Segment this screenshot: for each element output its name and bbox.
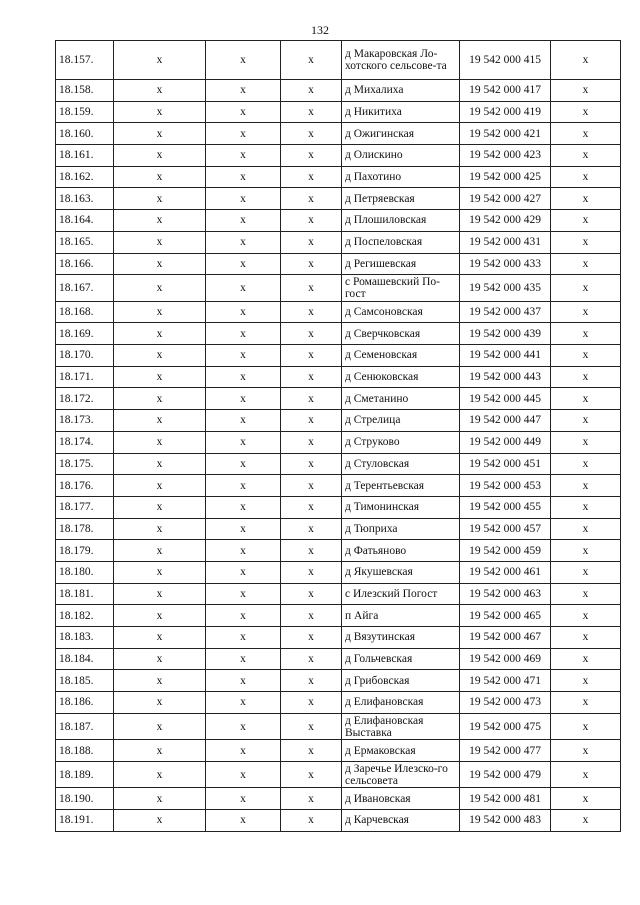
table-row (56, 301, 621, 323)
okato-code-cell: 19 542 000 435 (460, 275, 551, 302)
x-mark-cell: x (551, 210, 621, 232)
x-mark-cell: x (281, 123, 342, 145)
x-mark-cell: x (281, 761, 342, 788)
x-mark-cell: x (551, 166, 621, 188)
settlement-name-cell: д Тимонинская (342, 496, 460, 518)
x-mark-cell: x (114, 301, 206, 323)
settlement-name-cell: д Вязутинская (342, 627, 460, 649)
okato-code-cell: 19 542 000 449 (460, 431, 551, 453)
settlement-name-cell: д Сенюковская (342, 366, 460, 388)
settlement-name-cell: д Самсоновская (342, 301, 460, 323)
x-mark-cell: x (114, 627, 206, 649)
settlement-name-cell: д Регишевская (342, 253, 460, 275)
x-mark-cell: x (551, 627, 621, 649)
settlement-name-cell: д Карчевская (342, 810, 460, 832)
x-mark-cell: x (114, 323, 206, 345)
x-mark-cell: x (551, 253, 621, 275)
x-mark-cell: x (114, 788, 206, 810)
table-row (56, 275, 621, 302)
x-mark-cell: x (281, 561, 342, 583)
row-number-cell: 18.177. (56, 496, 114, 518)
x-mark-cell: x (551, 453, 621, 475)
x-mark-cell: x (281, 145, 342, 167)
x-mark-cell: x (551, 366, 621, 388)
table-row (56, 431, 621, 453)
row-number-cell: 18.164. (56, 210, 114, 232)
row-number-cell: 18.178. (56, 518, 114, 540)
x-mark-cell: x (551, 101, 621, 123)
x-mark-cell: x (551, 80, 621, 102)
x-mark-cell: x (114, 210, 206, 232)
x-mark-cell: x (206, 810, 281, 832)
x-mark-cell: x (281, 231, 342, 253)
okato-code-cell: 19 542 000 463 (460, 583, 551, 605)
okato-code-cell: 19 542 000 423 (460, 145, 551, 167)
x-mark-cell: x (114, 431, 206, 453)
x-mark-cell: x (551, 605, 621, 627)
settlement-name-cell: д Струково (342, 431, 460, 453)
x-mark-cell: x (551, 345, 621, 367)
x-mark-cell: x (114, 410, 206, 432)
row-number-cell: 18.172. (56, 388, 114, 410)
x-mark-cell: x (281, 810, 342, 832)
okato-code-cell: 19 542 000 483 (460, 810, 551, 832)
x-mark-cell: x (206, 670, 281, 692)
x-mark-cell: x (281, 323, 342, 345)
okato-code-cell: 19 542 000 451 (460, 453, 551, 475)
settlements-table (55, 40, 621, 832)
x-mark-cell: x (206, 388, 281, 410)
x-mark-cell: x (551, 410, 621, 432)
row-number-cell: 18.179. (56, 540, 114, 562)
x-mark-cell: x (551, 561, 621, 583)
x-mark-cell: x (281, 496, 342, 518)
x-mark-cell: x (206, 41, 281, 80)
x-mark-cell: x (114, 101, 206, 123)
table-row (56, 540, 621, 562)
okato-code-cell: 19 542 000 479 (460, 761, 551, 788)
x-mark-cell: x (114, 166, 206, 188)
x-mark-cell: x (551, 388, 621, 410)
row-number-cell: 18.191. (56, 810, 114, 832)
x-mark-cell: x (281, 388, 342, 410)
row-number-cell: 18.189. (56, 761, 114, 788)
okato-code-cell: 19 542 000 431 (460, 231, 551, 253)
settlement-name-cell: д Ермаковская (342, 740, 460, 762)
x-mark-cell: x (551, 41, 621, 80)
table-row (56, 210, 621, 232)
x-mark-cell: x (206, 345, 281, 367)
row-number-cell: 18.160. (56, 123, 114, 145)
row-number-cell: 18.183. (56, 627, 114, 649)
x-mark-cell: x (206, 275, 281, 302)
settlement-name-cell: д Елифановская (342, 692, 460, 714)
x-mark-cell: x (206, 80, 281, 102)
settlement-name-cell: д Ивановская (342, 788, 460, 810)
okato-code-cell: 19 542 000 445 (460, 388, 551, 410)
x-mark-cell: x (114, 231, 206, 253)
settlement-name-cell: п Айга (342, 605, 460, 627)
table-row (56, 101, 621, 123)
x-mark-cell: x (206, 123, 281, 145)
x-mark-cell: x (281, 627, 342, 649)
row-number-cell: 18.170. (56, 345, 114, 367)
x-mark-cell: x (281, 275, 342, 302)
x-mark-cell: x (114, 145, 206, 167)
x-mark-cell: x (206, 788, 281, 810)
settlement-name-cell: д Сверчковская (342, 323, 460, 345)
x-mark-cell: x (551, 740, 621, 762)
row-number-cell: 18.190. (56, 788, 114, 810)
table-row (56, 366, 621, 388)
row-number-cell: 18.173. (56, 410, 114, 432)
settlement-name-cell: д Олискино (342, 145, 460, 167)
x-mark-cell: x (114, 810, 206, 832)
okato-code-cell: 19 542 000 475 (460, 713, 551, 740)
settlement-name-cell: с Ромашевский По-гост (342, 275, 460, 302)
x-mark-cell: x (551, 231, 621, 253)
x-mark-cell: x (114, 583, 206, 605)
x-mark-cell: x (281, 80, 342, 102)
okato-code-cell: 19 542 000 427 (460, 188, 551, 210)
x-mark-cell: x (206, 761, 281, 788)
table-row (56, 605, 621, 627)
x-mark-cell: x (206, 740, 281, 762)
x-mark-cell: x (206, 648, 281, 670)
settlement-name-cell: д Плошиловская (342, 210, 460, 232)
x-mark-cell: x (206, 166, 281, 188)
table-row (56, 810, 621, 832)
okato-code-cell: 19 542 000 419 (460, 101, 551, 123)
row-number-cell: 18.165. (56, 231, 114, 253)
okato-code-cell: 19 542 000 461 (460, 561, 551, 583)
row-number-cell: 18.181. (56, 583, 114, 605)
row-number-cell: 18.185. (56, 670, 114, 692)
x-mark-cell: x (114, 740, 206, 762)
x-mark-cell: x (206, 627, 281, 649)
x-mark-cell: x (114, 345, 206, 367)
x-mark-cell: x (281, 431, 342, 453)
table-row (56, 475, 621, 497)
table-row (56, 453, 621, 475)
table-row (56, 740, 621, 762)
x-mark-cell: x (206, 323, 281, 345)
okato-code-cell: 19 542 000 473 (460, 692, 551, 714)
x-mark-cell: x (281, 345, 342, 367)
settlement-name-cell: с Илезский Погост (342, 583, 460, 605)
x-mark-cell: x (206, 231, 281, 253)
x-mark-cell: x (281, 366, 342, 388)
row-number-cell: 18.175. (56, 453, 114, 475)
okato-code-cell: 19 542 000 429 (460, 210, 551, 232)
row-number-cell: 18.166. (56, 253, 114, 275)
okato-code-cell: 19 542 000 425 (460, 166, 551, 188)
settlement-name-cell: д Стуловская (342, 453, 460, 475)
settlement-name-cell: д Терентьевская (342, 475, 460, 497)
table-row (56, 788, 621, 810)
okato-code-cell: 19 542 000 465 (460, 605, 551, 627)
okato-code-cell: 19 542 000 455 (460, 496, 551, 518)
x-mark-cell: x (551, 475, 621, 497)
x-mark-cell: x (206, 431, 281, 453)
table-row (56, 188, 621, 210)
x-mark-cell: x (206, 475, 281, 497)
settlement-name-cell: д Заречье Илезско-го сельсовета (342, 761, 460, 788)
x-mark-cell: x (281, 518, 342, 540)
row-number-cell: 18.171. (56, 366, 114, 388)
row-number-cell: 18.169. (56, 323, 114, 345)
okato-code-cell: 19 542 000 459 (460, 540, 551, 562)
settlement-name-cell: д Никитиха (342, 101, 460, 123)
x-mark-cell: x (114, 713, 206, 740)
settlement-name-cell: д Макаровская Ло-хотского сельсове-та (342, 41, 460, 80)
x-mark-cell: x (206, 145, 281, 167)
settlement-name-cell: д Сметанино (342, 388, 460, 410)
table-row (56, 345, 621, 367)
settlement-name-cell: д Гольчевская (342, 648, 460, 670)
x-mark-cell: x (281, 583, 342, 605)
table-row (56, 253, 621, 275)
table-row (56, 323, 621, 345)
x-mark-cell: x (281, 788, 342, 810)
okato-code-cell: 19 542 000 467 (460, 627, 551, 649)
okato-code-cell: 19 542 000 417 (460, 80, 551, 102)
x-mark-cell: x (551, 692, 621, 714)
x-mark-cell: x (114, 692, 206, 714)
table-body (56, 41, 621, 832)
x-mark-cell: x (281, 101, 342, 123)
row-number-cell: 18.186. (56, 692, 114, 714)
table-row (56, 561, 621, 583)
x-mark-cell: x (551, 123, 621, 145)
x-mark-cell: x (206, 210, 281, 232)
x-mark-cell: x (551, 583, 621, 605)
okato-code-cell: 19 542 000 471 (460, 670, 551, 692)
settlement-name-cell: д Фатьяново (342, 540, 460, 562)
x-mark-cell: x (114, 496, 206, 518)
x-mark-cell: x (206, 410, 281, 432)
row-number-cell: 18.162. (56, 166, 114, 188)
x-mark-cell: x (206, 301, 281, 323)
table-row (56, 80, 621, 102)
table-row (56, 145, 621, 167)
x-mark-cell: x (114, 275, 206, 302)
table-row (56, 388, 621, 410)
x-mark-cell: x (114, 761, 206, 788)
row-number-cell: 18.174. (56, 431, 114, 453)
row-number-cell: 18.157. (56, 41, 114, 80)
row-number-cell: 18.163. (56, 188, 114, 210)
x-mark-cell: x (281, 740, 342, 762)
table-row (56, 713, 621, 740)
okato-code-cell: 19 542 000 441 (460, 345, 551, 367)
table-row (56, 166, 621, 188)
x-mark-cell: x (551, 788, 621, 810)
row-number-cell: 18.187. (56, 713, 114, 740)
x-mark-cell: x (551, 496, 621, 518)
row-number-cell: 18.159. (56, 101, 114, 123)
row-number-cell: 18.182. (56, 605, 114, 627)
x-mark-cell: x (114, 188, 206, 210)
x-mark-cell: x (281, 41, 342, 80)
settlement-name-cell: д Якушевская (342, 561, 460, 583)
x-mark-cell: x (551, 540, 621, 562)
row-number-cell: 18.188. (56, 740, 114, 762)
okato-code-cell: 19 542 000 433 (460, 253, 551, 275)
okato-code-cell: 19 542 000 439 (460, 323, 551, 345)
x-mark-cell: x (281, 410, 342, 432)
x-mark-cell: x (206, 253, 281, 275)
x-mark-cell: x (114, 561, 206, 583)
okato-code-cell: 19 542 000 443 (460, 366, 551, 388)
x-mark-cell: x (114, 540, 206, 562)
settlement-name-cell: д Елифановская Выставка (342, 713, 460, 740)
table-row (56, 123, 621, 145)
row-number-cell: 18.158. (56, 80, 114, 102)
table-row (56, 692, 621, 714)
x-mark-cell: x (551, 431, 621, 453)
okato-code-cell: 19 542 000 481 (460, 788, 551, 810)
table-row (56, 761, 621, 788)
x-mark-cell: x (206, 540, 281, 562)
row-number-cell: 18.167. (56, 275, 114, 302)
row-number-cell: 18.184. (56, 648, 114, 670)
x-mark-cell: x (281, 670, 342, 692)
x-mark-cell: x (551, 810, 621, 832)
x-mark-cell: x (206, 101, 281, 123)
x-mark-cell: x (551, 188, 621, 210)
x-mark-cell: x (551, 145, 621, 167)
x-mark-cell: x (114, 80, 206, 102)
settlement-name-cell: д Стрелица (342, 410, 460, 432)
x-mark-cell: x (206, 561, 281, 583)
x-mark-cell: x (551, 761, 621, 788)
x-mark-cell: x (114, 453, 206, 475)
x-mark-cell: x (114, 41, 206, 80)
x-mark-cell: x (281, 540, 342, 562)
x-mark-cell: x (206, 605, 281, 627)
settlement-name-cell: д Тюприха (342, 518, 460, 540)
okato-code-cell: 19 542 000 447 (460, 410, 551, 432)
x-mark-cell: x (114, 648, 206, 670)
okato-code-cell: 19 542 000 421 (460, 123, 551, 145)
table-row (56, 41, 621, 80)
x-mark-cell: x (551, 301, 621, 323)
okato-code-cell: 19 542 000 457 (460, 518, 551, 540)
row-number-cell: 18.176. (56, 475, 114, 497)
x-mark-cell: x (114, 518, 206, 540)
x-mark-cell: x (114, 605, 206, 627)
x-mark-cell: x (281, 605, 342, 627)
okato-code-cell: 19 542 000 453 (460, 475, 551, 497)
x-mark-cell: x (281, 713, 342, 740)
x-mark-cell: x (551, 275, 621, 302)
x-mark-cell: x (206, 692, 281, 714)
x-mark-cell: x (206, 518, 281, 540)
okato-code-cell: 19 542 000 477 (460, 740, 551, 762)
x-mark-cell: x (281, 253, 342, 275)
x-mark-cell: x (281, 188, 342, 210)
x-mark-cell: x (281, 453, 342, 475)
x-mark-cell: x (206, 583, 281, 605)
x-mark-cell: x (206, 366, 281, 388)
table-row (56, 518, 621, 540)
x-mark-cell: x (114, 670, 206, 692)
x-mark-cell: x (114, 475, 206, 497)
row-number-cell: 18.168. (56, 301, 114, 323)
x-mark-cell: x (114, 123, 206, 145)
x-mark-cell: x (114, 388, 206, 410)
settlement-name-cell: д Поспеловская (342, 231, 460, 253)
x-mark-cell: x (281, 475, 342, 497)
settlement-name-cell: д Ожигинская (342, 123, 460, 145)
x-mark-cell: x (114, 366, 206, 388)
settlement-name-cell: д Семеновская (342, 345, 460, 367)
settlement-name-cell: д Михалиха (342, 80, 460, 102)
x-mark-cell: x (551, 713, 621, 740)
okato-code-cell: 19 542 000 415 (460, 41, 551, 80)
x-mark-cell: x (206, 713, 281, 740)
x-mark-cell: x (551, 648, 621, 670)
x-mark-cell: x (281, 648, 342, 670)
settlement-name-cell: д Пахотино (342, 166, 460, 188)
x-mark-cell: x (114, 253, 206, 275)
page-number: 132 (311, 23, 329, 37)
table-row (56, 231, 621, 253)
settlement-name-cell: д Петряевская (342, 188, 460, 210)
table-row (56, 583, 621, 605)
x-mark-cell: x (551, 518, 621, 540)
x-mark-cell: x (281, 692, 342, 714)
table-row (56, 627, 621, 649)
x-mark-cell: x (206, 453, 281, 475)
table-row (56, 648, 621, 670)
table-row (56, 670, 621, 692)
x-mark-cell: x (551, 323, 621, 345)
x-mark-cell: x (551, 670, 621, 692)
table-row (56, 410, 621, 432)
okato-code-cell: 19 542 000 469 (460, 648, 551, 670)
x-mark-cell: x (281, 166, 342, 188)
table-row (56, 496, 621, 518)
x-mark-cell: x (281, 210, 342, 232)
x-mark-cell: x (206, 496, 281, 518)
x-mark-cell: x (206, 188, 281, 210)
row-number-cell: 18.161. (56, 145, 114, 167)
okato-code-cell: 19 542 000 437 (460, 301, 551, 323)
settlement-name-cell: д Грибовская (342, 670, 460, 692)
row-number-cell: 18.180. (56, 561, 114, 583)
x-mark-cell: x (281, 301, 342, 323)
